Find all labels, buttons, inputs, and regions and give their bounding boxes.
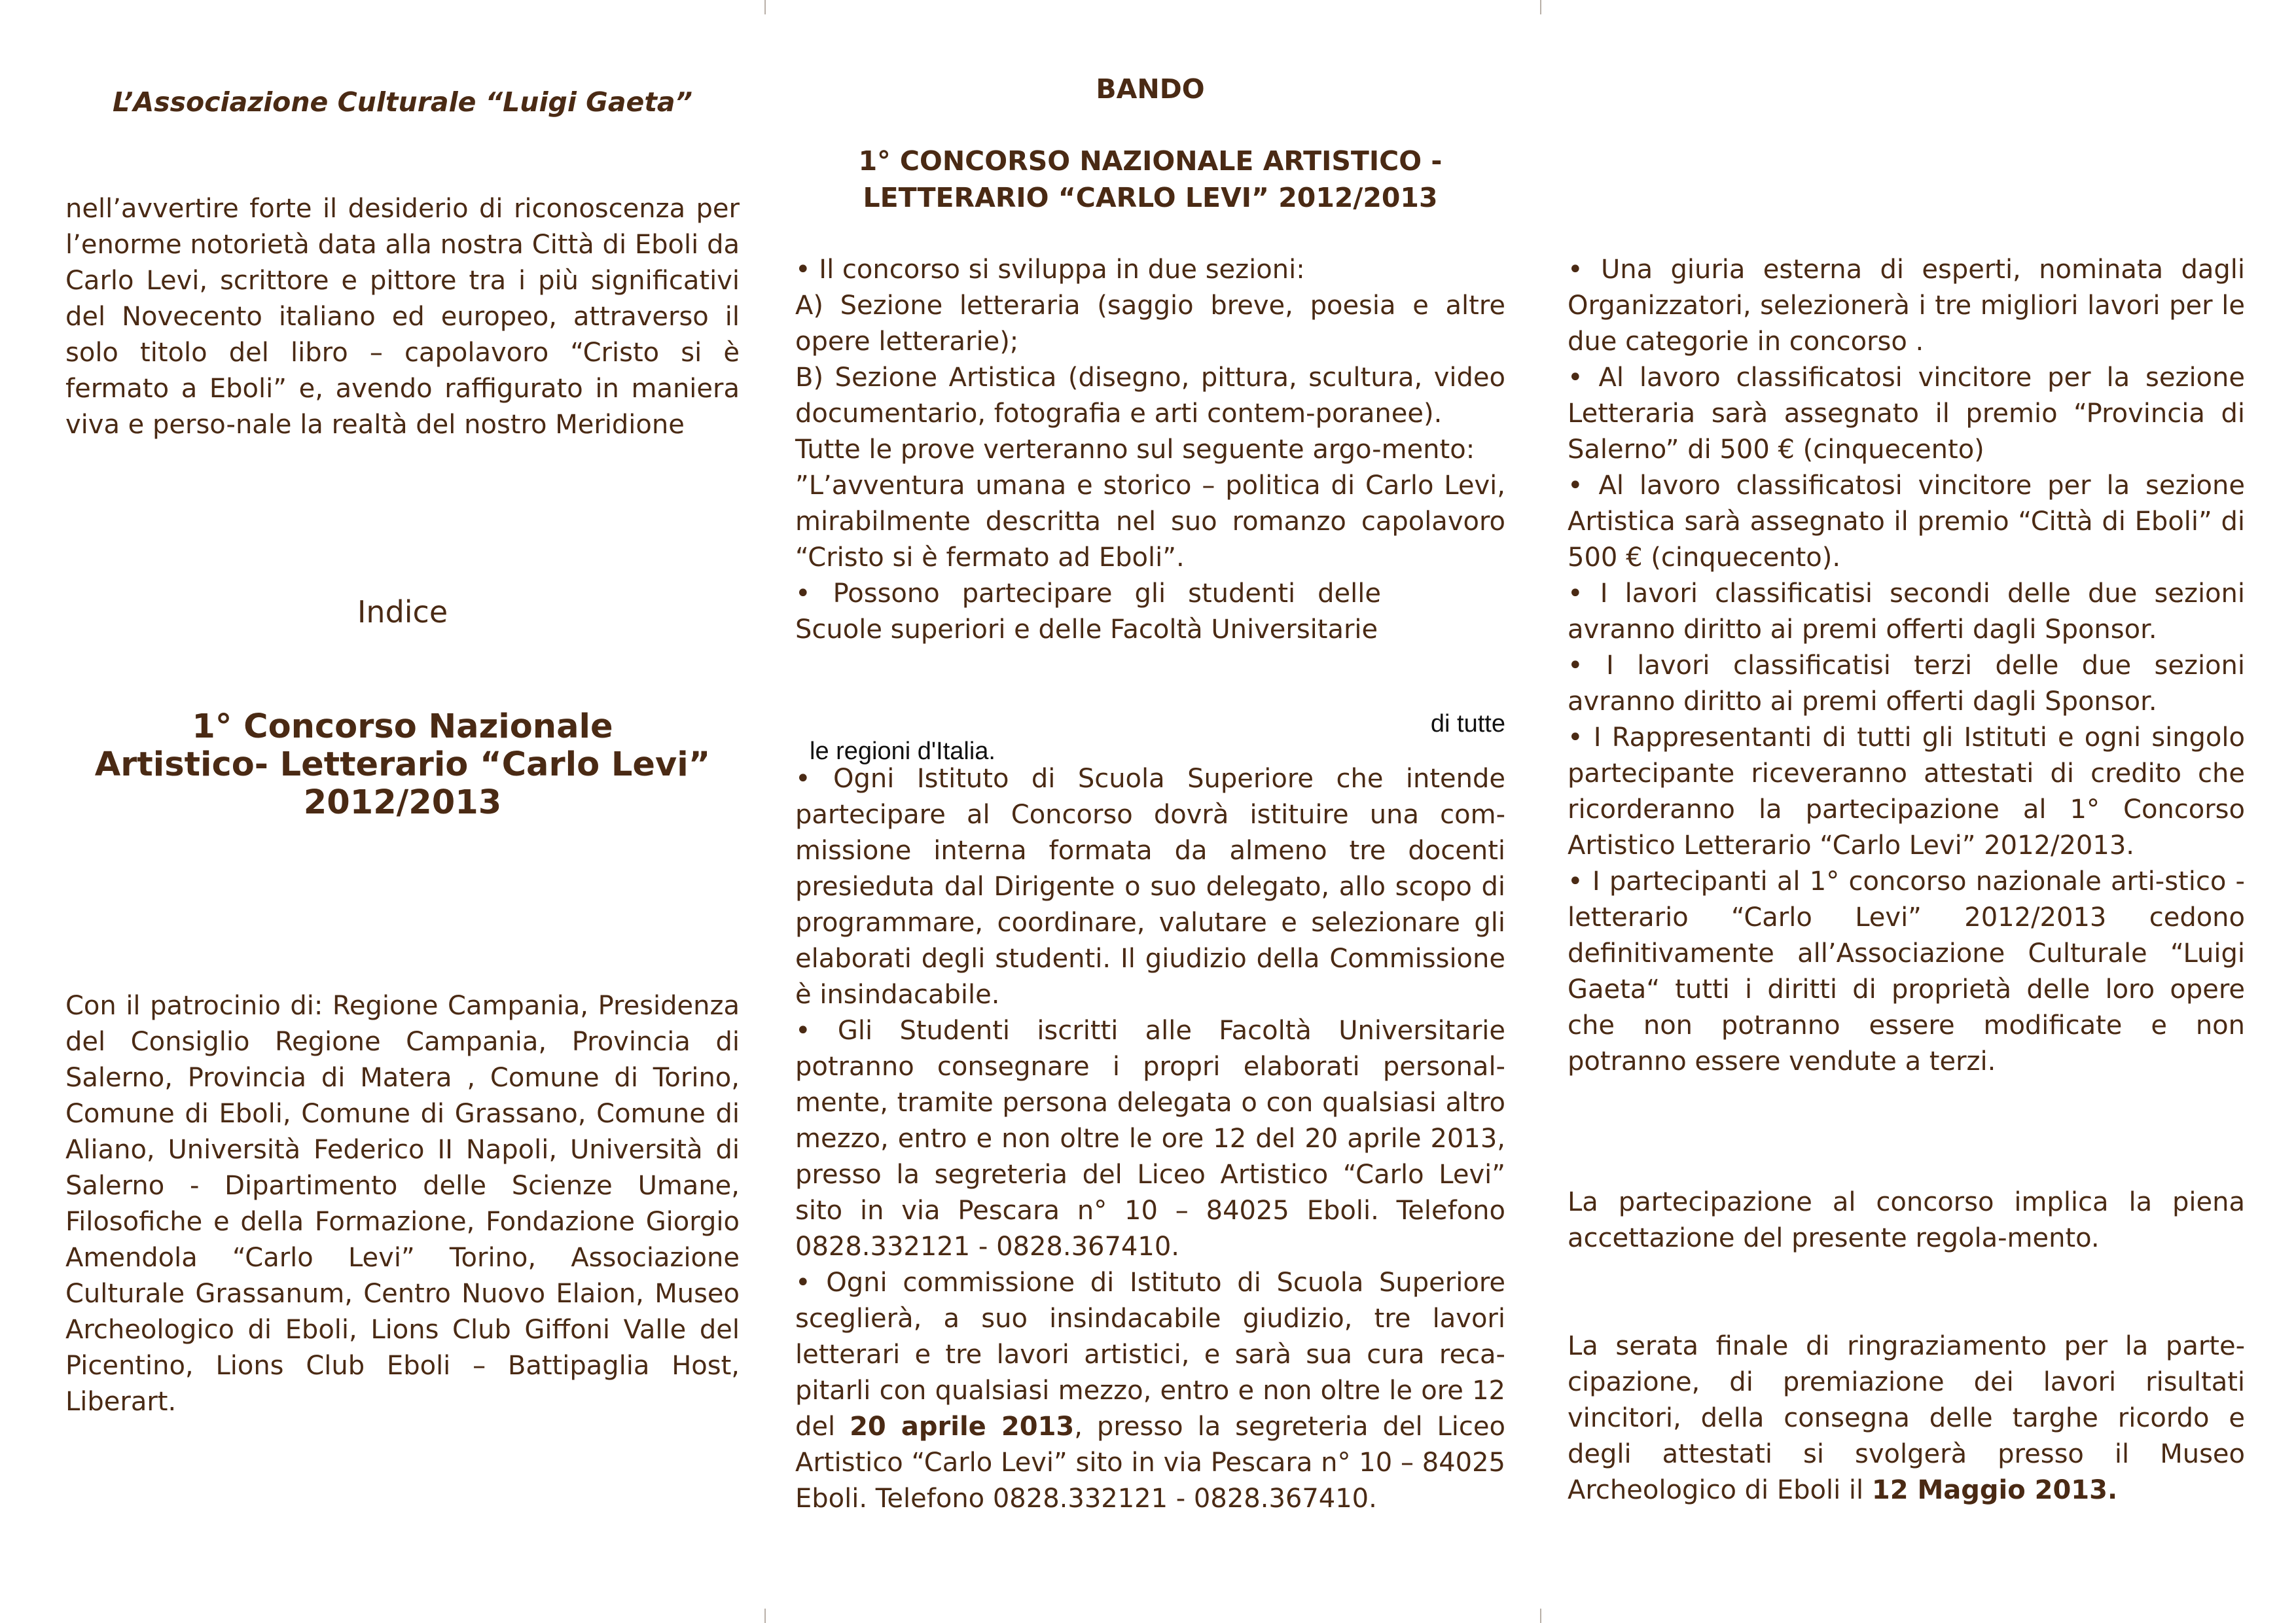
secondi-rule: • I lavori classificatisi secondi delle due sezioni avranno diritto ai premi offerti dagli Sponsor. [1568, 579, 2245, 645]
concorso-title-line-3: 2012/2013 [303, 783, 502, 822]
commissione-text-pre: • Ogni commissione di Istituto di Scuola Superiore sceglierà, a suo insindacabile giudizio, tre lavori letterari e tre lavori artistici, e sarà sua cura reca-pitarli con qualsiasi mezzo, entro e non oltre le ore 12 del [795, 1268, 1505, 1442]
commissione-deadline: 20 aprile 2013 [850, 1412, 1075, 1442]
regioni-tail: di tutte [1430, 710, 1505, 738]
universitari-rule: • Gli Studenti iscritti alle Facoltà Universitarie potranno consegnare i propri elaborati personal-mente, tramite persona delegata o con qualsiasi altro mezzo, entro e non oltre le ore 12 del 20 aprile 2013, presso la segreteria del Liceo Artistico “Carlo Levi” sito in via Pescara n° 10 – 84025 Eboli. Telefono 0828.332121 - 0828.367410. [795, 1016, 1505, 1262]
section-b: B) Sezione Artistica (disegno, pittura, scultura, video documentario, fotografia e arti contem-poranee). [795, 363, 1505, 429]
argomento: Tutte le prove verteranno sul seguente argo-mento: [795, 435, 1475, 465]
sections-intro: • Il concorso si sviluppa in due sezioni: [795, 255, 1305, 285]
prize-rules [1568, 252, 2245, 1080]
fold-mark-bottom-left [764, 1609, 766, 1623]
patrocinio-paragraph: Con il patrocinio di: Regione Campania, Presidenza del Consiglio Regione Campania, Provincia di Salerno, Provincia di Matera , Comune di Torino, Comune di Eboli, Comune di Grassano, Comune di Aliano, Università Federico II Napoli, Università di Salerno - Dipartimento delle Scienze Umane, Filosofiche e della Formazione, Fondazione Giorgio Amendola “Carlo Levi” Torino, Associazione Culturale Grassanum, Centro Nuovo Elaion, Museo Archeologico di Eboli, Lions Club Giffoni Valle del Picentino, Lions Club Eboli – Battipaglia Host, Liberart. [65, 991, 740, 1417]
concorso-title-line-2: Artistico- Letterario “Carlo Levi” [94, 745, 711, 784]
bando-heading: BANDO [1096, 73, 1205, 105]
intro-paragraph: nell’avvertire forte il desiderio di riconoscenza per l’enorme notorietà data alla nostra Città di Eboli da Carlo Levi, scrittore e pittore tra i più significativi del Novecento italiano ed europeo, attraverso il solo titolo del libro – capolavoro “Cristo si è fermato a Eboli” e, avendo raffigurato in maniera viva e perso-nale la realtà del nostro Meridione [65, 194, 740, 440]
argomento-quote: ”L’avventura umana e storico – politica di Carlo Levi, mirabilmente descritta nel suo romanzo capolavoro “Cristo si è fermato ad Eboli”. [795, 471, 1505, 573]
terzi-rule: • I lavori classificatisi terzi delle due sezioni avranno diritto ai premi offerti dagli Sponsor. [1568, 651, 2245, 717]
bando-rules-part-2 [795, 761, 1505, 1517]
commissione-rule [795, 1265, 1505, 1517]
fold-mark-top-left [764, 0, 766, 14]
serata-finale-paragraph [1568, 1329, 2245, 1508]
concorso-title [65, 708, 740, 822]
giuria-rule: • Una giuria esterna di esperti, nominata dagli Organizzatori, selezionerà i tre migliori lavori per le due categorie in concorso . [1568, 255, 2245, 357]
association-name: L’Associazione Culturale “Luigi Gaeta” [113, 86, 692, 118]
bando-title [795, 143, 1505, 216]
section-a: A) Sezione letteraria (saggio breve, poesia e altre opere letterarie); [795, 291, 1505, 357]
partecipanti-rule: • Possono partecipare gli studenti delle Scuole superiori e delle Facoltà Universitarie [795, 579, 1381, 645]
fold-mark-bottom-right [1540, 1609, 1541, 1623]
istituto-rule: • Ogni Istituto di Scuola Superiore che intende partecipare al Concorso dovrà istituire una com-missione interna formata da almeno tre docenti presieduta dal Dirigente o suo delegato, allo scopo di programmare, coordinare, valutare e selezionare gli elaborati degli studenti. Il giudizio della Commissione è insindacabile. [795, 764, 1505, 1010]
fold-mark-top-right [1540, 0, 1541, 14]
bando-title-line-2: LETTERARIO “CARLO LEVI” 2012/2013 [863, 182, 1438, 213]
indice-heading: Indice [357, 594, 448, 630]
serata-text: La serata finale di ringraziamento per la parte-cipazione, di premiazione dei lavori risultati vincitori, della consegna delle targhe ricordo e degli attestati si svolgerà presso il Museo Archeologico di Eboli il [1568, 1331, 2245, 1505]
accettazione-paragraph: La partecipazione al concorso implica la piena accettazione del presente regola-mento. [1568, 1187, 2245, 1253]
bando-title-line-1: 1° CONCORSO NAZIONALE ARTISTICO - [858, 145, 1443, 177]
regioni-line-2: le regioni d'Italia. [810, 738, 996, 765]
premio-letteraria-rule: • Al lavoro classificatosi vincitore per la sezione Letteraria sarà assegnato il premio “Provincia di Salerno” di 500 € (cinquecento) [1568, 363, 2245, 465]
serata-date: 12 Maggio 2013. [1871, 1475, 2118, 1505]
bando-rules-part-1 [795, 252, 1505, 648]
premio-artistica-rule: • Al lavoro classificatosi vincitore per la sezione Artistica sarà assegnato il premio “Città di Eboli” di 500 € (cinquecento). [1568, 471, 2245, 573]
commissione-text-post: , presso la segreteria del Liceo Artistico “Carlo Levi” sito in via Pescara n° 10 – 84025 Eboli. Telefono 0828.332121 - 0828.367410. [795, 1412, 1505, 1514]
concorso-title-line-1: 1° Concorso Nazionale [192, 707, 613, 746]
attestati-rule: • I Rappresentanti di tutti gli Istituti e ogni singolo partecipante riceveranno attestati di credito che ricorderanno la partecipazione al 1° Concorso Artistico Letterario “Carlo Levi” 2012/2013. [1568, 722, 2245, 861]
regioni-overlay [795, 710, 1505, 765]
diritti-rule: • I partecipanti al 1° concorso nazionale arti-stico - letterario “Carlo Levi” 2012/2013 cedono definitivamente all’Associazione Culturale “Luigi Gaeta“ tutti i diritti di proprietà delle loro opere che non potranno essere modificate e non potranno essere vendute a terzi. [1568, 866, 2245, 1077]
